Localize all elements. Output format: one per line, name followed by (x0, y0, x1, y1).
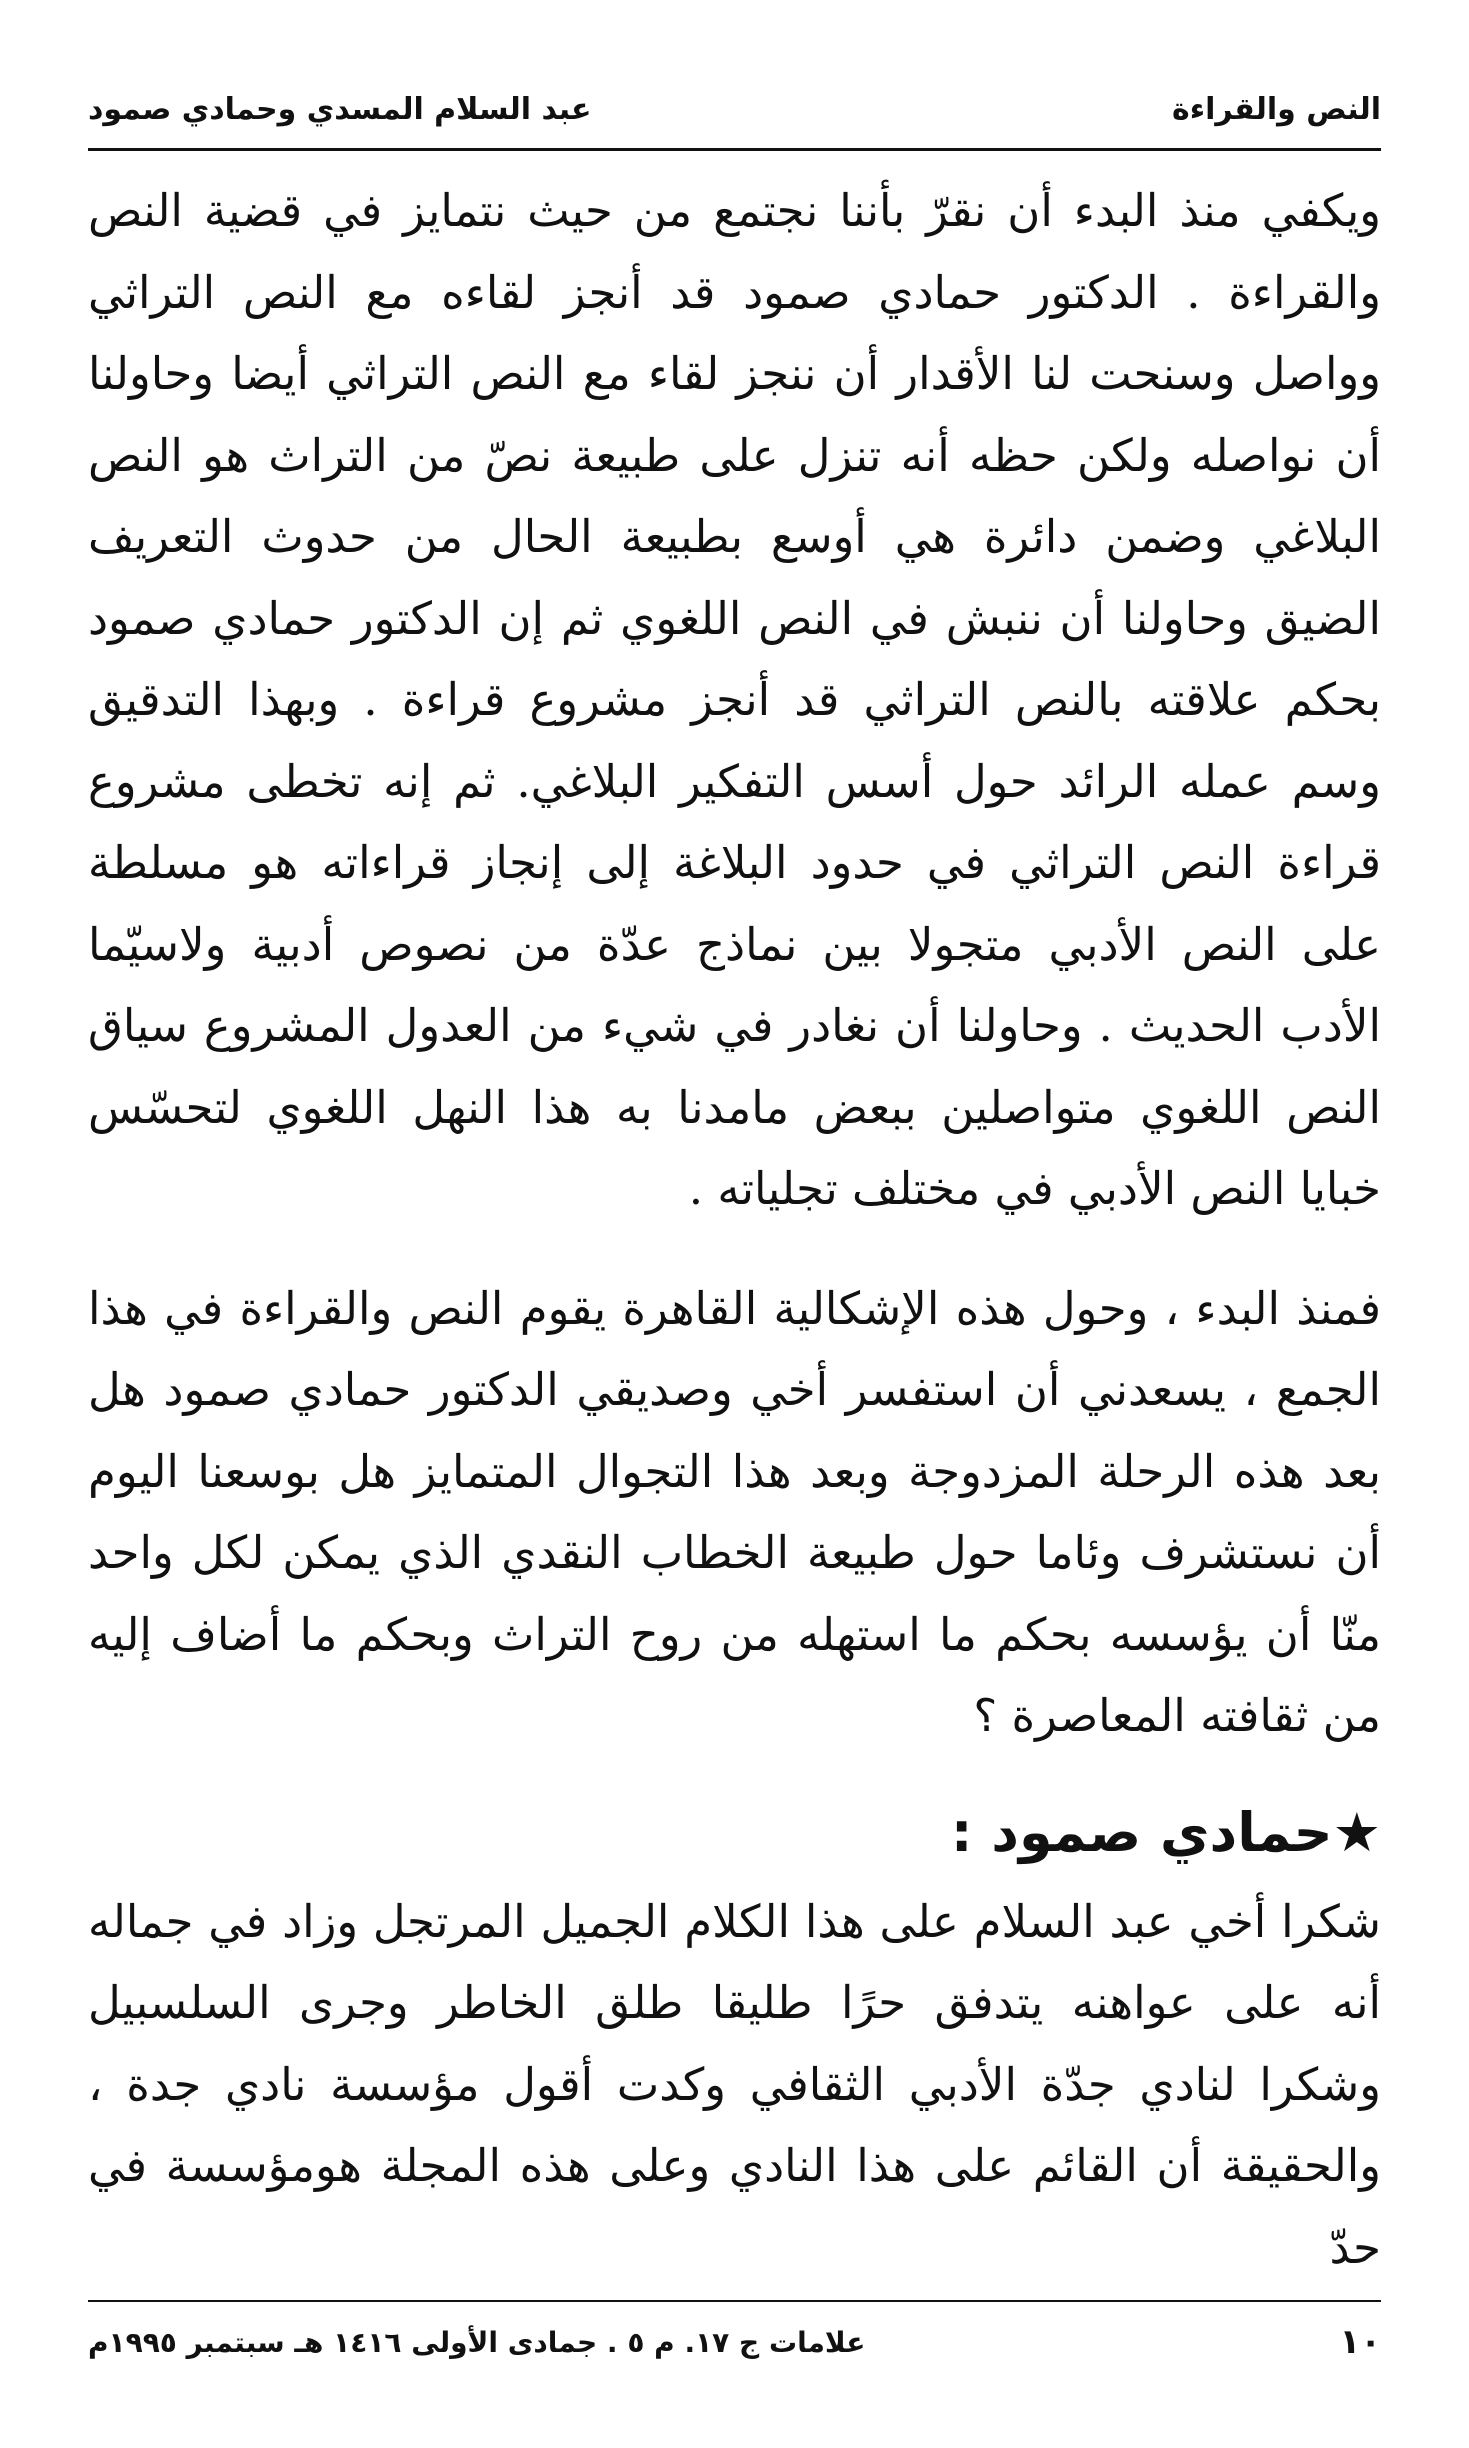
main-text (88, 170, 1381, 2288)
running-footer (88, 2322, 1381, 2372)
paragraph-2: فمنذ البدء ، وحول هذه الإشكالية القاهرة يقوم النص والقراءة في هذا الجمع ، يسعدني أن استفسر أخي وصديقي الدكتور حمادي صمود هل بعد هذه الرحلة المزدوجة وبعد هذا التجوال المتمايز هل بوسعنا اليوم أن نستشرف وئاما حول طبيعة الخطاب النقدي الذي يمكن لكل واحد منّا أن يؤسسه بحكم ما استهله من روح التراث وبحكم ما أضاف إليه من ثقافته المعاصرة ؟ (88, 1281, 1381, 1742)
header-authors: عبد السلام المسدي وحمادي صمود (88, 92, 592, 127)
header-book-title: النص والقراءة (1172, 92, 1381, 127)
journal-issue-info: علامات ج ١٧. م ٥ . جمادى الأولى ١٤١٦ هـ سبتمبر ١٩٩٥م (88, 2326, 866, 2359)
speaker-heading: ★حمادي صمود : (950, 1800, 1381, 1864)
header-rule (88, 148, 1381, 151)
paragraph-1: ويكفي منذ البدء أن نقرّ بأننا نجتمع من حيث نتمايز في قضية النص والقراءة . الدكتور حمادي صمود قد أنجز لقاءه مع النص التراثي وواصل وسنحت لنا الأقدار أن ننجز لقاء مع النص التراثي أيضا وحاولنا أن نواصله ولكن حظه أنه تنزل على طبيعة نصّ من التراث هو النص البلاغي وضمن دائرة هي أوسع بطبيعة الحال من حدوث التعريف الضيق وحاولنا أن ننبش في النص اللغوي ثم إن الدكتور حمادي صمود بحكم علاقته بالنص التراثي قد أنجز مشروع قراءة . وبهذا التدقيق وسم عمله الرائد حول أسس التفكير البلاغي. ثم إنه تخطى مشروع قراءة النص التراثي في حدود البلاغة إلى إنجاز قراءاته هو مسلطة على النص الأدبي متجولا بين نماذج عدّة من نصوص أدبية ولاسيّما الأدب الحديث . وحاولنا أن نغادر في شيء من العدول المشروع سياق النص اللغوي متواصلين ببعض مامدنا به هذا النهل اللغوي لتحسّس خبايا النص الأدبي في مختلف تجلياته . (88, 184, 1381, 1215)
running-header (88, 84, 1381, 144)
page-number: ١٠ (1339, 2322, 1381, 2362)
paragraph-3: شكرا أخي عبد السلام على هذا الكلام الجميل المرتجل وزاد في جماله أنه على عواهنه يتدفق حرًا طليقا طلق الخاطر وجرى السلسبيل وشكرا لنادي جدّة الأدبي الثقافي وكدت أقول مؤسسة نادي جدة ، والحقيقة أن القائم على هذا النادي وعلى هذه المجلة هومؤسسة في حدّ (88, 1894, 1381, 2274)
footer-rule (88, 2300, 1381, 2302)
